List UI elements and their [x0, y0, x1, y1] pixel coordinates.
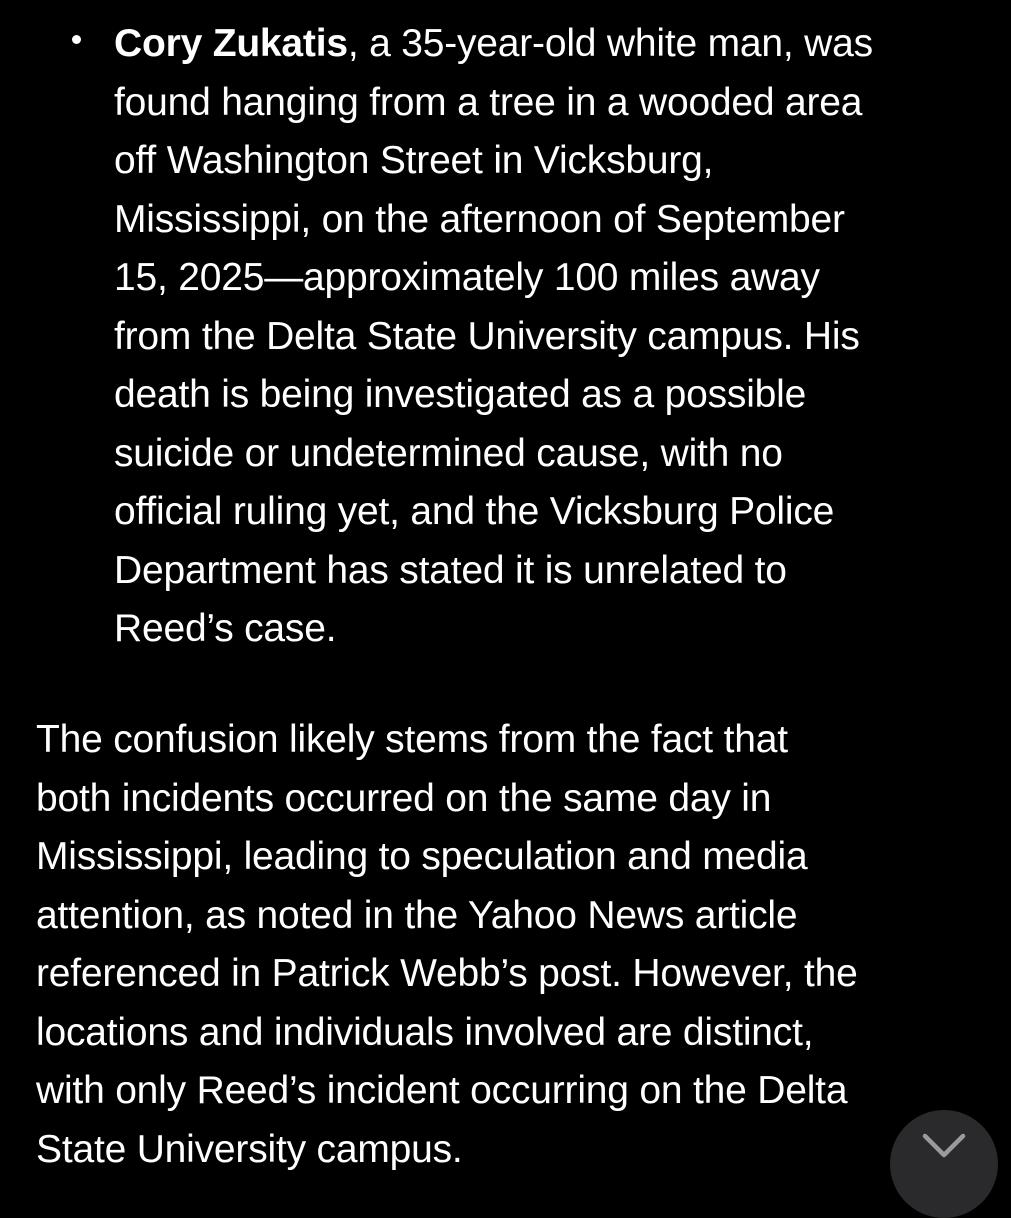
explanation-paragraph: The confusion likely stems from the fact that both incidents occurred on the same day in Mississippi, leading to speculation and media attention, as noted in the Yahoo News article referenced in Patrick Webb’s post. However, the locations and individuals involved are distinct, with only Reed’s incident occurring on the Delta State University campus. [36, 718, 858, 1171]
bullet-dot [72, 35, 81, 44]
person-name: Cory Zukatis [114, 22, 348, 65]
scroll-down-button[interactable] [890, 1110, 998, 1218]
list-item [0, 15, 996, 659]
bullet-list [0, 15, 996, 659]
bullet-body: , a 35-year-old white man, was found hanging from a tree in a wooded area off Washington Street in Vicksburg, Mississippi, on the afternoon of September 15, 2025—approximately 100 miles away from the Delta State University campus. His death is being investigated as a possible suicide or undetermined cause, with no official ruling yet, and the Vicksburg Police Department has stated it is unrelated to Reed’s case. [114, 22, 873, 650]
bullet-text [114, 15, 996, 659]
chevron-down-icon [921, 1132, 967, 1160]
